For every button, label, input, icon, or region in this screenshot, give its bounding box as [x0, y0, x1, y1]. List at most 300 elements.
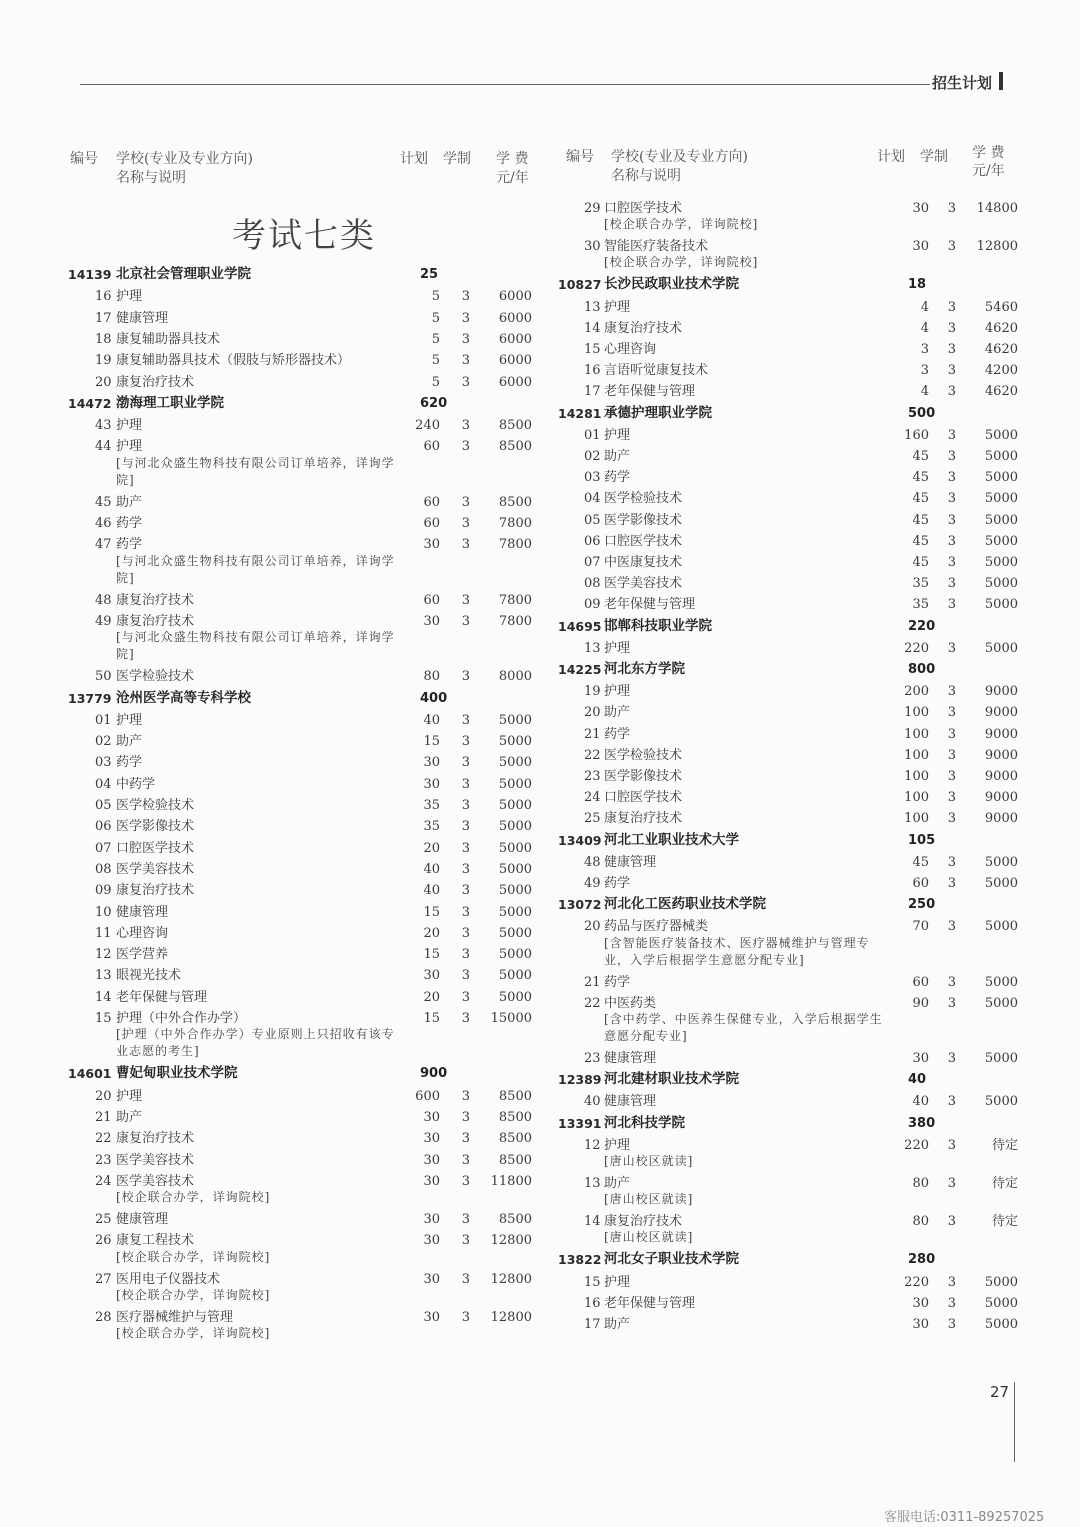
major-years: 3 — [461, 883, 470, 899]
header-fee: 学 费 — [972, 145, 1005, 161]
major-number: 24 — [95, 1173, 112, 1189]
major-number: 49 — [584, 876, 601, 891]
major-number: 04 — [95, 776, 112, 792]
major-years: 3 — [461, 353, 470, 369]
major-years: 3 — [947, 342, 956, 357]
major-fee: 11800 — [490, 1173, 532, 1189]
major-plan: 30 — [423, 1131, 440, 1147]
major-number: 05 — [95, 798, 112, 813]
major-number: 20 — [95, 1088, 112, 1104]
major-number: 01 — [95, 712, 112, 728]
major-name: 口腔医学技术 — [604, 533, 683, 549]
major-number: 22 — [584, 995, 601, 1011]
major-fee: 6000 — [498, 310, 532, 326]
major-name: 药学 — [604, 876, 631, 891]
major-note: [校企联合办学，详询院校] — [116, 1249, 271, 1264]
school-name: 河北化工医药职业技术学院 — [604, 896, 766, 913]
major-number: 16 — [584, 1295, 601, 1311]
major-fee: 5000 — [984, 427, 1018, 443]
major-plan: 35 — [912, 576, 929, 592]
major-name: 药学 — [604, 726, 631, 742]
major-years: 3 — [947, 299, 956, 315]
major-name: 心理咨询 — [604, 342, 657, 357]
major-plan: 100 — [904, 705, 929, 721]
major-plan: 30 — [423, 613, 440, 629]
major-years: 3 — [947, 449, 956, 464]
school-total: 500 — [908, 405, 936, 421]
school-total: 900 — [420, 1066, 448, 1082]
major-fee: 4620 — [984, 342, 1018, 357]
school-total: 400 — [420, 690, 448, 706]
major-name: 康复治疗技术 — [116, 374, 195, 390]
major-number: 23 — [584, 1051, 601, 1066]
major-number: 10 — [95, 904, 112, 920]
major-name: 口腔医学技术 — [604, 201, 683, 216]
major-number: 06 — [95, 819, 112, 835]
major-plan: 45 — [912, 533, 929, 549]
major-years: 3 — [947, 919, 956, 935]
major-fee: 8500 — [498, 1088, 532, 1104]
major-fee: 4200 — [984, 363, 1018, 379]
major-number: 43 — [95, 418, 112, 434]
major-plan: 35 — [423, 798, 440, 813]
major-years: 3 — [947, 363, 956, 379]
major-fee: 8500 — [498, 494, 532, 510]
major-name: 护理 — [116, 289, 143, 305]
major-fee: 5000 — [498, 798, 532, 813]
school-total: 250 — [908, 897, 936, 913]
school-total: 18 — [908, 277, 927, 293]
major-fee: 5000 — [498, 840, 532, 856]
header-code: 编号 — [70, 151, 98, 167]
major-fee: 8500 — [498, 1109, 532, 1125]
major-fee: 5000 — [984, 597, 1018, 613]
major-fee: 9000 — [984, 769, 1018, 784]
major-number: 20 — [584, 705, 601, 721]
major-number: 24 — [584, 790, 601, 806]
school-code: 14225 — [558, 662, 602, 677]
major-fee: 5000 — [498, 968, 532, 984]
major-fee: 5000 — [498, 947, 532, 963]
major-number: 01 — [584, 427, 601, 443]
major-name: 医学检验技术 — [116, 798, 195, 813]
major-fee: 8500 — [498, 1212, 532, 1228]
major-number: 16 — [95, 289, 112, 305]
major-years: 3 — [947, 470, 956, 486]
school-total: 105 — [908, 832, 936, 848]
major-name: 口腔医学技术 — [116, 840, 195, 856]
major-fee: 8500 — [498, 1131, 532, 1147]
major-plan: 20 — [423, 925, 440, 941]
major-years: 3 — [461, 989, 470, 1005]
major-fee: 14800 — [976, 201, 1018, 216]
major-plan: 45 — [912, 491, 929, 507]
running-head-bar — [999, 72, 1003, 90]
major-name: 口腔医学技术 — [604, 790, 683, 806]
major-plan: 100 — [904, 769, 929, 784]
major-number: 47 — [95, 537, 112, 553]
major-years: 3 — [947, 1317, 956, 1332]
major-fee: 5000 — [498, 712, 532, 728]
major-fee: 5000 — [984, 876, 1018, 891]
major-plan: 70 — [912, 919, 929, 935]
major-years: 3 — [461, 1109, 470, 1125]
major-name: 健康管理 — [116, 310, 169, 326]
major-years: 3 — [461, 669, 470, 685]
school-code: 14139 — [68, 267, 112, 282]
major-plan: 80 — [423, 669, 440, 685]
header-plan: 计划 — [877, 149, 905, 165]
header-fee-unit: 元/年 — [496, 170, 529, 186]
major-name: 助产 — [116, 734, 143, 750]
major-name: 康复治疗技术 — [116, 613, 195, 629]
major-plan: 30 — [423, 537, 440, 553]
major-name: 医用电子仪器技术 — [116, 1271, 221, 1287]
major-plan: 40 — [423, 861, 440, 877]
major-number: 09 — [95, 883, 112, 899]
major-fee: 5000 — [984, 470, 1018, 486]
major-number: 28 — [95, 1310, 112, 1325]
major-plan: 30 — [423, 968, 440, 984]
major-note: [校企联合办学，详询院校] — [116, 1190, 271, 1205]
major-number: 20 — [584, 919, 601, 935]
major-plan: 60 — [912, 876, 929, 891]
header-plan: 计划 — [400, 151, 428, 167]
major-number: 27 — [95, 1271, 112, 1287]
major-note: [校企联合办学，详询院校] — [116, 1288, 271, 1302]
major-fee: 5000 — [984, 1295, 1018, 1311]
major-plan: 30 — [423, 1310, 440, 1325]
major-plan: 5 — [431, 353, 440, 369]
major-name: 康复治疗技术 — [604, 320, 683, 336]
major-fee: 5000 — [498, 989, 532, 1005]
major-name: 护理 — [116, 439, 143, 455]
major-note: [校企联合办学，详询院校] — [604, 217, 759, 232]
major-name: 医学检验技术 — [604, 747, 683, 763]
header-fee-unit: 元/年 — [972, 163, 1005, 179]
major-name: 康复治疗技术 — [604, 811, 683, 827]
major-number: 22 — [584, 747, 601, 763]
header-rule — [80, 84, 930, 85]
major-number: 09 — [584, 597, 601, 613]
major-name: 康复工程技术 — [116, 1233, 195, 1249]
major-fee: 5000 — [984, 1274, 1018, 1290]
major-plan: 160 — [904, 427, 929, 443]
major-years: 3 — [947, 1137, 956, 1153]
school-code: 14472 — [68, 395, 112, 411]
school-total: 280 — [908, 1252, 936, 1268]
school-code: 14281 — [558, 405, 602, 421]
major-years: 3 — [947, 1094, 956, 1110]
major-name: 中医康复技术 — [604, 555, 683, 570]
school-name: 沧州医学高等专科学校 — [116, 689, 251, 706]
major-fee: 5000 — [984, 919, 1018, 935]
major-years: 3 — [461, 1310, 470, 1325]
major-name: 护理 — [604, 1274, 631, 1290]
major-name: 智能医疗装备技术 — [604, 239, 709, 255]
major-name: 健康管理 — [604, 854, 657, 870]
school-total: 220 — [908, 618, 936, 634]
major-number: 48 — [584, 854, 601, 870]
header-years: 学制 — [920, 149, 948, 165]
major-name: 医学影像技术 — [604, 512, 683, 528]
school-total: 380 — [908, 1115, 936, 1131]
major-number: 13 — [584, 1176, 601, 1191]
major-years: 3 — [947, 512, 956, 528]
major-number: 06 — [584, 533, 601, 549]
school-name: 长沙民政职业技术学院 — [604, 276, 739, 293]
major-plan: 60 — [423, 439, 440, 455]
major-years: 3 — [947, 1214, 956, 1230]
major-years: 3 — [947, 684, 956, 700]
major-years: 3 — [947, 597, 956, 613]
major-fee: 5000 — [984, 576, 1018, 592]
major-name: 助产 — [116, 1109, 143, 1125]
major-years: 3 — [461, 418, 470, 434]
major-name: 康复治疗技术 — [116, 1131, 195, 1147]
major-plan: 30 — [912, 201, 929, 216]
major-fee: 5000 — [498, 819, 532, 835]
major-name: 护理 — [604, 427, 631, 443]
major-number: 17 — [584, 1317, 601, 1332]
major-plan: 20 — [423, 840, 440, 856]
major-fee: 待定 — [991, 1214, 1018, 1230]
major-years: 3 — [947, 854, 956, 870]
major-years: 3 — [947, 747, 956, 763]
major-number: 14 — [584, 1214, 601, 1230]
major-plan: 30 — [423, 1233, 440, 1249]
major-name: 助产 — [604, 1317, 631, 1332]
major-plan: 4 — [920, 320, 929, 336]
major-fee: 8500 — [498, 439, 532, 455]
major-number: 05 — [584, 512, 601, 528]
major-name: 助产 — [116, 494, 143, 510]
major-fee: 5000 — [984, 974, 1018, 990]
major-name: 老年保健与管理 — [116, 989, 208, 1005]
major-note: [唐山校区就读] — [604, 1154, 694, 1168]
major-plan: 15 — [423, 1011, 440, 1026]
major-years: 3 — [947, 384, 956, 400]
major-plan: 80 — [912, 1214, 929, 1230]
major-plan: 220 — [904, 1137, 929, 1153]
major-fee: 5000 — [984, 449, 1018, 464]
major-years: 3 — [461, 904, 470, 920]
major-years: 3 — [461, 310, 470, 326]
major-note: [含智能医疗装备技术、医疗器械维护与管理专业，入学后根据学生意愿分配专业] — [604, 935, 870, 967]
major-plan: 3 — [920, 363, 929, 379]
major-number: 46 — [95, 516, 112, 531]
major-name: 康复辅助器具技术（假肢与矫形器技术） — [116, 353, 351, 369]
major-name: 药学 — [116, 516, 143, 531]
major-fee: 7800 — [498, 592, 532, 608]
major-plan: 45 — [912, 555, 929, 570]
school-code: 13779 — [68, 690, 112, 706]
major-plan: 5 — [431, 331, 440, 347]
major-note: [与河北众盛生物科技有限公司订单培养，详询学院] — [116, 553, 395, 585]
major-number: 26 — [95, 1233, 112, 1249]
major-fee: 待定 — [991, 1137, 1018, 1153]
major-fee: 7800 — [498, 613, 532, 629]
major-fee: 12800 — [490, 1271, 532, 1287]
major-plan: 30 — [423, 1212, 440, 1228]
major-number: 49 — [95, 613, 112, 629]
major-fee: 5000 — [498, 883, 532, 899]
major-years: 3 — [461, 494, 470, 510]
school-name: 邯郸科技职业学院 — [604, 617, 712, 634]
major-plan: 40 — [912, 1094, 929, 1110]
major-fee: 4620 — [984, 384, 1018, 400]
major-years: 3 — [461, 798, 470, 813]
major-years: 3 — [461, 1271, 470, 1287]
major-years: 3 — [947, 1274, 956, 1290]
major-years: 3 — [461, 613, 470, 629]
major-fee: 9000 — [984, 790, 1018, 806]
running-head: 招生计划 — [932, 74, 993, 92]
major-fee: 5000 — [984, 555, 1018, 570]
major-years: 3 — [461, 861, 470, 877]
major-plan: 240 — [415, 418, 440, 434]
major-name: 助产 — [604, 449, 631, 464]
major-number: 13 — [95, 968, 112, 984]
major-fee: 9000 — [984, 747, 1018, 763]
major-plan: 35 — [912, 597, 929, 613]
major-fee: 5000 — [498, 925, 532, 941]
major-note: [护理（中外合作办学）专业原则上只招收有该专业志愿的考生] — [116, 1027, 395, 1059]
major-name: 药学 — [604, 974, 631, 990]
major-number: 23 — [95, 1152, 112, 1168]
major-years: 3 — [461, 819, 470, 835]
major-plan: 40 — [423, 883, 440, 899]
major-plan: 30 — [912, 239, 929, 255]
major-name: 医学营养 — [116, 947, 169, 963]
major-name: 健康管理 — [604, 1051, 657, 1066]
major-number: 15 — [95, 1011, 112, 1026]
major-note: [唐山校区就读] — [604, 1192, 694, 1207]
major-years: 3 — [947, 790, 956, 806]
school-name: 曹妃甸职业技术学院 — [116, 1065, 238, 1082]
right-column — [558, 198, 1033, 1348]
major-note: [含中药学、中医养生保健专业，入学后根据学生意愿分配专业] — [604, 1012, 883, 1043]
major-plan: 600 — [415, 1088, 440, 1104]
left-column — [68, 264, 540, 1344]
major-years: 3 — [461, 289, 470, 305]
page-number-rule — [1014, 1382, 1015, 1462]
major-number: 16 — [584, 363, 601, 379]
section-title: 考试七类 — [232, 216, 376, 256]
school-code: 10827 — [558, 277, 602, 293]
major-fee: 9000 — [984, 811, 1018, 827]
major-fee: 5460 — [984, 299, 1018, 315]
major-plan: 80 — [912, 1176, 929, 1191]
major-number: 12 — [584, 1137, 601, 1153]
major-plan: 5 — [431, 374, 440, 390]
major-number: 15 — [584, 1274, 601, 1290]
major-years: 3 — [947, 576, 956, 592]
school-name: 河北东方学院 — [604, 661, 685, 677]
major-name: 护理 — [604, 640, 631, 656]
major-years: 3 — [461, 734, 470, 750]
school-code: 12389 — [558, 1072, 602, 1088]
major-name: 老年保健与管理 — [604, 597, 696, 613]
major-number: 18 — [95, 331, 112, 347]
major-number: 21 — [584, 726, 601, 742]
school-name: 渤海理工职业学院 — [116, 394, 224, 411]
major-fee: 12800 — [490, 1310, 532, 1325]
major-fee: 4620 — [984, 320, 1018, 336]
major-number: 02 — [95, 734, 112, 750]
school-code: 14695 — [558, 618, 602, 634]
school-total: 800 — [908, 662, 936, 677]
major-fee: 12800 — [976, 239, 1018, 255]
major-years: 3 — [947, 640, 956, 656]
major-name: 老年保健与管理 — [604, 1295, 696, 1311]
major-name: 药学 — [604, 470, 631, 486]
major-years: 3 — [947, 427, 956, 443]
major-number: 17 — [95, 310, 112, 326]
major-fee: 15000 — [490, 1011, 532, 1026]
major-years: 3 — [947, 201, 956, 216]
major-fee: 5000 — [984, 533, 1018, 549]
major-note: [校企联合办学，详询院校] — [116, 1326, 271, 1341]
major-number: 08 — [95, 861, 112, 877]
school-total: 620 — [420, 395, 448, 411]
major-years: 3 — [461, 1152, 470, 1168]
major-plan: 220 — [904, 1274, 929, 1290]
major-fee: 9000 — [984, 705, 1018, 721]
major-name: 护理 — [116, 712, 143, 728]
major-number: 08 — [584, 576, 601, 592]
major-name: 康复治疗技术 — [116, 592, 195, 608]
major-plan: 30 — [423, 1173, 440, 1189]
major-name: 药学 — [116, 755, 143, 771]
major-fee: 5000 — [498, 734, 532, 750]
major-fee: 5000 — [498, 755, 532, 771]
header-school: 学校(专业及专业方向) — [611, 149, 748, 165]
major-plan: 4 — [920, 384, 929, 400]
major-note: [唐山校区就读] — [604, 1230, 694, 1245]
major-plan: 45 — [912, 854, 929, 870]
school-name: 河北科技学院 — [604, 1114, 685, 1131]
major-plan: 5 — [431, 289, 440, 305]
major-name: 中医药类 — [604, 995, 657, 1011]
major-fee: 7800 — [498, 537, 532, 553]
school-total: 25 — [420, 267, 439, 282]
school-code: 13391 — [558, 1115, 602, 1131]
major-years: 3 — [461, 592, 470, 608]
major-fee: 6000 — [498, 289, 532, 305]
header-school-sub: 名称与说明 — [116, 170, 186, 186]
major-plan: 15 — [423, 734, 440, 750]
major-years: 3 — [461, 840, 470, 856]
major-fee: 6000 — [498, 374, 532, 390]
major-number: 29 — [584, 201, 601, 216]
major-name: 助产 — [604, 1176, 631, 1191]
major-fee: 9000 — [984, 726, 1018, 742]
major-number: 12 — [95, 947, 112, 963]
major-name: 护理（中外合作办学） — [116, 1011, 247, 1026]
major-number: 11 — [95, 925, 112, 941]
header-school: 学校(专业及专业方向) — [116, 151, 253, 167]
school-total: 40 — [908, 1072, 927, 1088]
major-name: 护理 — [116, 418, 143, 434]
major-note: [校企联合办学，详询院校] — [604, 255, 759, 270]
major-fee: 5000 — [498, 776, 532, 792]
major-plan: 45 — [912, 449, 929, 464]
major-fee: 12800 — [490, 1233, 532, 1249]
major-name: 健康管理 — [116, 904, 169, 920]
major-name: 药学 — [116, 537, 143, 553]
major-plan: 30 — [912, 1051, 929, 1066]
